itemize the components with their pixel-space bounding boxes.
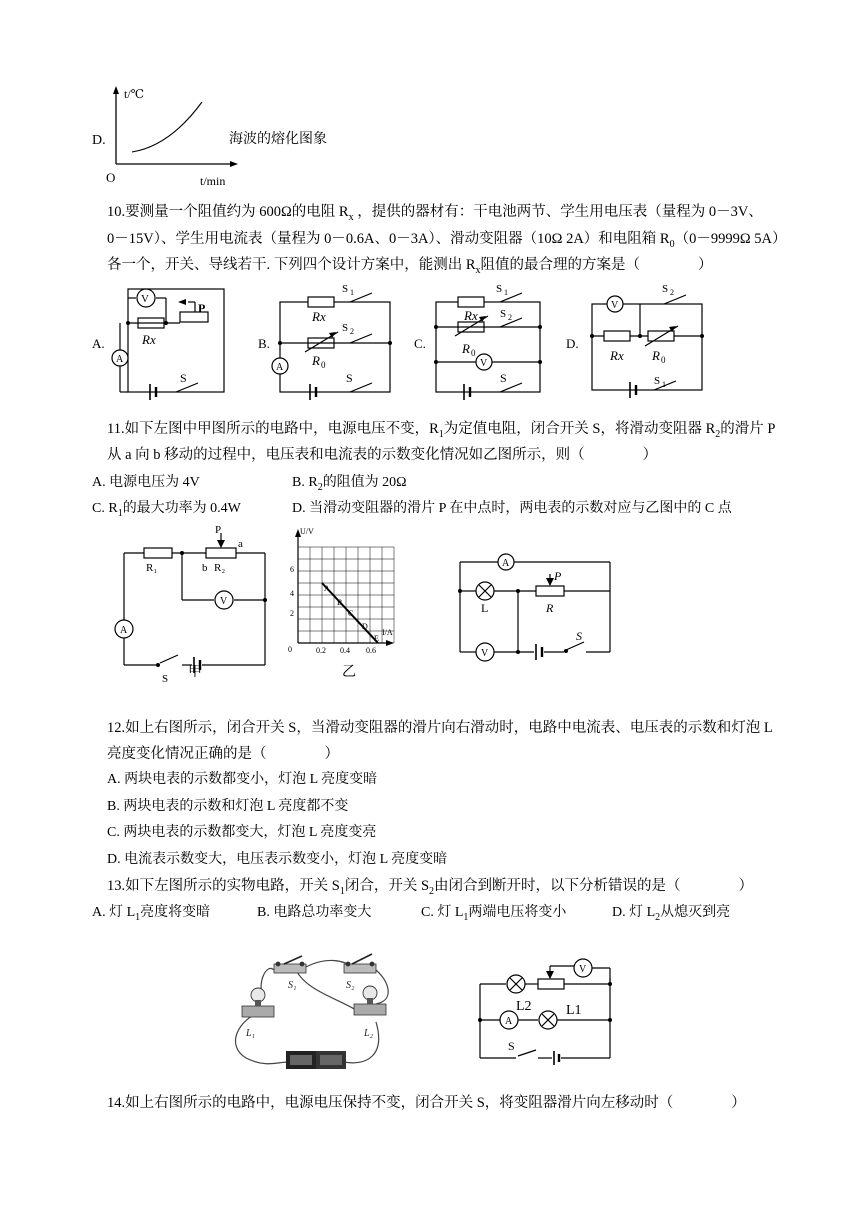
svg-text:I/A: I/A (382, 628, 393, 637)
q10-circuit-a (112, 289, 224, 400)
q11-option-c[interactable]: C. $R_1$的最大功率为 0.4W (92, 501, 241, 519)
q13-option-b[interactable]: B. 电路总功率变大 (257, 905, 372, 920)
q13-bulb-l2 (354, 986, 386, 1015)
svg-text:0: 0 (661, 355, 666, 365)
svg-text:A: A (324, 584, 330, 593)
svg-text:A: A (116, 354, 124, 365)
svg-text:Rx: Rx (312, 309, 326, 324)
q9-option-d (92, 84, 412, 194)
svg-text:a: a (238, 538, 243, 550)
svg-text:V: V (220, 596, 228, 607)
q9-option-label: D. (92, 133, 106, 148)
svg-text:0.6: 0.6 (366, 646, 376, 655)
svg-text:0: 0 (288, 645, 292, 654)
svg-text:6: 6 (290, 565, 294, 574)
svg-text:S: S (576, 629, 582, 643)
svg-text:S: S (500, 371, 507, 385)
svg-text:B: B (337, 598, 343, 607)
q12-line1: 12.如上右图所示，闭合开关 S，当滑动变阻器的滑片向右滑动时，电路中电流表、电压表的示数和灯泡 L (107, 720, 773, 736)
svg-text:S: S (342, 322, 349, 334)
svg-text:Rx: Rx (610, 348, 624, 363)
svg-text:1: 1 (504, 288, 508, 297)
q10-circuits (80, 280, 800, 400)
svg-text:1: 1 (350, 288, 354, 297)
svg-text:0.2: 0.2 (316, 646, 326, 655)
q10-circuit-c (436, 293, 540, 400)
svg-text:R₂: R₂ (214, 562, 226, 574)
q10-circuit-b (272, 293, 390, 400)
q13-line1: 13.如下左图所示的实物电路，开关 $S_1$闭合，开关 $S_2$由闭合到断开时，以下分析错误的是（ ） (107, 878, 754, 897)
svg-text:V: V (141, 293, 149, 305)
svg-text:R: R (312, 353, 320, 368)
q10-line1: 10.要测量一个阻值约为 600Ω的电阻 $R_x$ ，提供的器材有：干电池两节、学生用电压表（量程为 0－3V、 (107, 204, 763, 223)
svg-text:L2: L2 (516, 999, 532, 1014)
svg-text:A: A (276, 362, 284, 373)
q12-circuit (452, 548, 622, 666)
svg-text:S: S (162, 673, 169, 685)
svg-text:R: R (652, 348, 660, 363)
svg-text:S: S (496, 283, 503, 295)
svg-text:2: 2 (350, 327, 354, 336)
q10-circuit-d (592, 295, 702, 398)
svg-text:D: D (362, 622, 368, 631)
svg-text:Rx: Rx (142, 332, 156, 347)
svg-text:P: P (215, 525, 222, 536)
q11-grid (298, 547, 394, 643)
svg-text:C.: C. (414, 336, 426, 351)
svg-text:1: 1 (662, 380, 666, 389)
q9-origin: O (106, 170, 116, 185)
svg-text:L₂: L₂ (364, 1028, 374, 1039)
svg-text:P: P (554, 569, 562, 583)
svg-text:S: S (500, 308, 507, 320)
q10-line2: 0－15V）、学生用电流表（量程为 0－0.6A、0－3A）、滑动变阻器（10Ω 2A）和电阻箱 $R_0(0-9999\Omega$ 5A） (107, 231, 787, 250)
svg-text:0: 0 (321, 360, 326, 370)
q9-x-label: t/min (200, 174, 226, 188)
q13-switch-s1 (274, 956, 306, 973)
q9-curve (132, 102, 202, 152)
q11-label-jia: 甲 (188, 665, 202, 680)
q13-bulb-l1 (242, 988, 274, 1017)
svg-text:B.: B. (258, 336, 270, 351)
q13-switch-s2 (344, 954, 376, 973)
q11-option-b[interactable]: B. $R_2$的阻值为 20Ω (292, 475, 407, 493)
svg-text:R: R (546, 601, 554, 615)
q13-option-a[interactable]: A. 灯 $L_1$亮度将变暗 (92, 905, 211, 923)
svg-text:0: 0 (471, 348, 476, 358)
q11-option-a[interactable]: A. 电源电压为 4V (92, 475, 200, 490)
q9-y-label: t/℃ (124, 87, 145, 101)
q12-option-b[interactable]: B. 两块电表的示数和灯泡 L 亮度都不变 (107, 799, 349, 814)
svg-text:A.: A. (92, 336, 105, 351)
svg-text:V: V (481, 648, 489, 659)
svg-text:V: V (611, 300, 619, 311)
svg-text:R: R (462, 341, 470, 356)
q12-option-d[interactable]: D. 电流表示数变大，电压表示数变小，灯泡 L 亮度变暗 (107, 852, 448, 867)
svg-text:A: A (505, 1016, 513, 1027)
q12-line2: 亮度变化情况正确的是（ ） (107, 746, 339, 762)
q13-battery (286, 1051, 346, 1069)
svg-text:E: E (374, 634, 379, 643)
svg-text:V: V (579, 964, 587, 975)
svg-text:S₂: S₂ (346, 980, 355, 991)
q11-label-yi: 乙 (342, 665, 356, 680)
svg-text:4: 4 (290, 589, 294, 598)
svg-text:S: S (346, 371, 353, 385)
q9-melting-graph (102, 84, 242, 190)
q11-graph-yi (282, 525, 402, 665)
svg-text:L₁: L₁ (246, 1028, 256, 1039)
q10-line3: 各一个，开关、导线若干. 下列四个设计方案中，能测出 $R_x$阻值的最合理的方案是（ ） (107, 257, 713, 276)
svg-text:A: A (120, 625, 128, 636)
q13-physical-circuit (226, 950, 406, 1072)
svg-text:Rx: Rx (464, 308, 478, 323)
svg-text:2: 2 (670, 288, 674, 297)
q12-option-a[interactable]: A. 两块电表的示数都变小，灯泡 L 亮度变暗 (107, 772, 378, 787)
svg-text:U/V: U/V (300, 527, 314, 536)
svg-text:S₁: S₁ (288, 980, 297, 991)
svg-text:0.4: 0.4 (340, 646, 350, 655)
svg-text:b: b (202, 562, 208, 574)
q14-line1: 14.如上右图所示的电路中，电源电压保持不变，闭合开关 S，将变阻器滑片向左移动时（ ） (107, 1095, 746, 1111)
q9-caption: 海波的熔化图象 (229, 132, 327, 147)
svg-text:P: P (198, 301, 206, 315)
svg-text:L1: L1 (566, 1003, 582, 1018)
q11-circuit-jia (110, 525, 280, 685)
q13-option-d[interactable]: D. 灯 $L_2$从熄灭到亮 (612, 905, 731, 923)
svg-text:R₁: R₁ (146, 562, 158, 574)
q11-option-d[interactable]: D. 当滑动变阻器的滑片 P 在中点时，两电表的示数对应与乙图中的 C 点 (292, 501, 732, 516)
svg-text:S: S (342, 283, 349, 295)
q11-line1: 11.如下左图中甲图所示的电路中，电源电压不变，$R_1$为定值电阻，闭合开关 S，将滑动变阻器 $R_2$的滑片 P (107, 421, 776, 440)
q11-line2: 从 a 向 b 移动的过程中，电压表和电流表的示数变化情况如乙图所示，则（ ） (107, 447, 658, 463)
svg-text:L: L (481, 601, 489, 615)
q14-circuit (472, 958, 622, 1068)
svg-text:2: 2 (508, 313, 512, 322)
q13-option-c[interactable]: C. 灯 $L_1$两端电压将变小 (421, 905, 567, 923)
svg-text:S: S (662, 283, 669, 295)
svg-text:A: A (502, 558, 510, 569)
svg-text:V: V (480, 358, 488, 369)
svg-text:S: S (654, 375, 661, 387)
svg-text:2: 2 (290, 609, 294, 618)
svg-text:D.: D. (566, 336, 579, 351)
q12-option-c[interactable]: C. 两块电表的示数都变大，灯泡 L 亮度变亮 (107, 825, 377, 840)
svg-text:S: S (180, 371, 187, 385)
svg-text:S: S (508, 1039, 515, 1053)
svg-text:C: C (348, 609, 354, 618)
